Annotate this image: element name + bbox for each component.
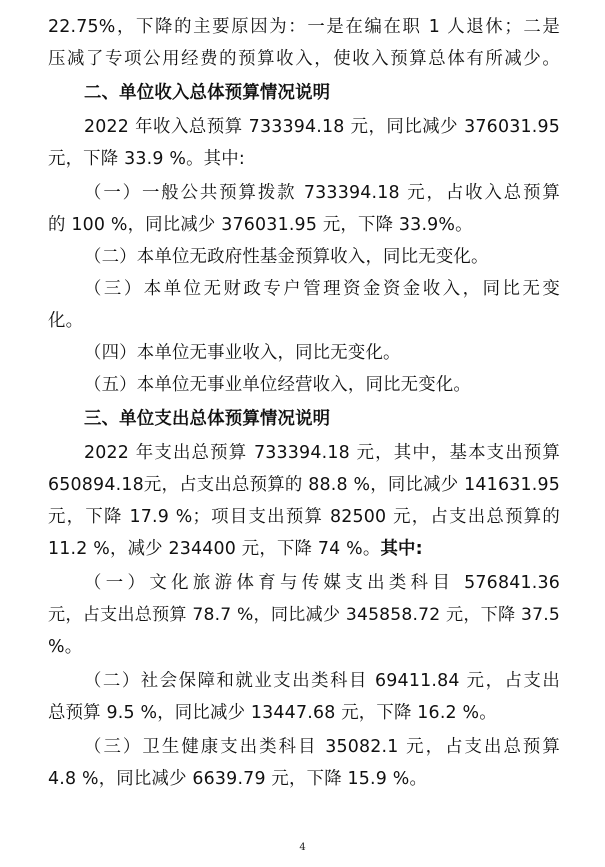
section-heading-income: 二、单位收入总体预算情况说明 [84, 83, 331, 103]
paragraph-line: 2022 年收入总预算 733394.18 元，同比减少 376031.95 [84, 117, 560, 137]
paragraph-line: 650894.18元，占支出总预算的 88.8 %，同比减少 141631.95 [48, 475, 560, 495]
paragraph-line: 2022 年支出总预算 733394.18 元，其中，基本支出预算 [84, 443, 560, 463]
paragraph-line: （三）卫生健康支出类科目 35082.1 元，占支出总预算 [84, 737, 560, 757]
paragraph-line: （二）本单位无政府性基金预算收入，同比无变化。 [84, 247, 489, 267]
paragraph-line: （三）本单位无财政专户管理资金资金收入，同比无变 [84, 279, 560, 299]
paragraph-line: %。 [48, 637, 83, 657]
paragraph-line [48, 537, 560, 561]
paragraph-line: （一）一般公共预算拨款 733394.18 元，占收入总预算 [84, 183, 560, 203]
paragraph-line: 压减了专项公用经费的预算收入，使收入预算总体有所减少。 [48, 49, 560, 69]
bold-text: 其中: [380, 539, 423, 559]
paragraph-line: 22.75%，下降的主要原因为：一是在编在职 1 人退休；二是 [48, 17, 560, 37]
paragraph-line: 元，下降 17.9 %；项目支出预算 82500 元，占支出总预算的 [48, 507, 560, 527]
paragraph-line: （五）本单位无事业单位经营收入，同比无变化。 [84, 375, 471, 395]
paragraph-line: 总预算 9.5 %，同比减少 13447.68 元，下降 16.2 %。 [48, 703, 497, 723]
paragraph-line: 元，下降 33.9 %。其中: [48, 149, 245, 169]
page-number: 4 [299, 842, 306, 853]
paragraph-line: （四）本单位无事业收入，同比无变化。 [84, 343, 401, 363]
paragraph-line: 4.8 %，同比减少 6639.79 元，下降 15.9 %。 [48, 769, 428, 789]
paragraph-line: （一）文化旅游体育与传媒支出类科目 576841.36 [84, 573, 560, 593]
paragraph-line: 化。 [48, 311, 84, 331]
paragraph-text: 11.2 %，减少 234400 元，下降 74 %。 [48, 539, 381, 559]
paragraph-line: 元，占支出总预算 78.7 %，同比减少 345858.72 元，下降 37.5 [48, 605, 560, 625]
section-heading-expenditure: 三、单位支出总体预算情况说明 [84, 409, 331, 429]
paragraph-line: 的 100 %，同比减少 376031.95 元，下降 33.9%。 [48, 215, 473, 235]
paragraph-line: （二）社会保障和就业支出类科目 69411.84 元，占支出 [84, 671, 560, 691]
